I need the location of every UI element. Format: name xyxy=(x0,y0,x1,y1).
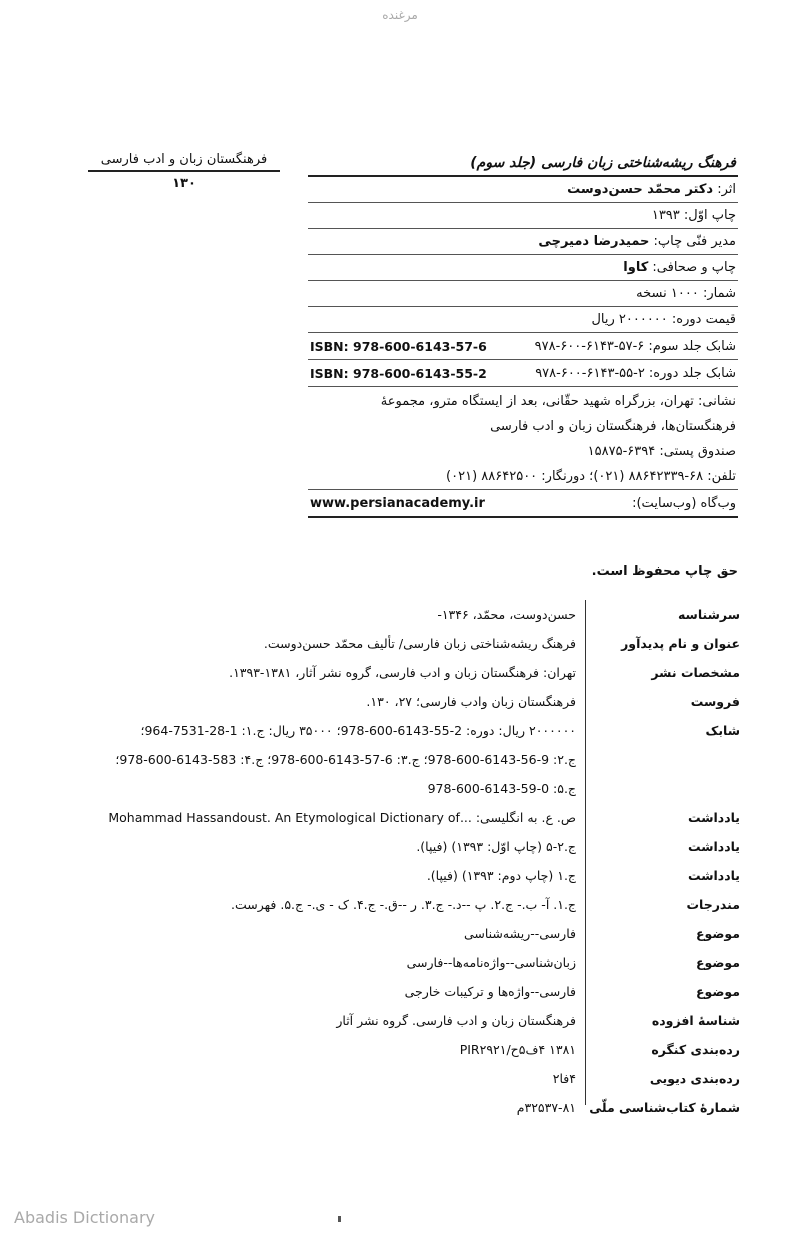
catalog-divider xyxy=(585,600,586,1105)
watermark: Abadis Dictionary xyxy=(14,1208,155,1227)
copyright-notice: حق چاپ محفوظ است. xyxy=(591,564,738,579)
catalog-row xyxy=(90,716,740,745)
top-mark: مرغنده xyxy=(382,8,418,22)
series-box xyxy=(88,152,280,191)
address xyxy=(308,387,738,439)
page-mark xyxy=(338,1216,341,1222)
catalog-label: رده‌بندی کنگره xyxy=(651,1042,740,1057)
catalog-value: فرهنگستان زبان وادب فارسی؛ ۲۷، ۱۳۰. xyxy=(366,694,576,709)
catalog-row xyxy=(90,948,740,977)
catalog-label: رده‌بندی دیویی xyxy=(649,1071,740,1086)
colophon-row-label: قیمت دوره: xyxy=(667,312,736,327)
catalog-value: فرهنگستان زبان و ادب فارسی. گروه نشر آثار xyxy=(336,1013,576,1028)
colophon-row-label: چاپ اوّل: xyxy=(679,208,736,223)
catalog-label: موضوع xyxy=(695,926,740,941)
colophon-row-value: حمیدرضا دمیرچی xyxy=(538,234,650,249)
catalog-value: ۲۰۰۰۰۰۰ ریال: دوره: 2-55-6143-600-978؛ ۳۵۰۰۰ ریال: ج.۱: 1-28-7531-964؛ xyxy=(140,723,576,738)
catalog-label: مشخصات نشر xyxy=(651,665,740,680)
colophon-row xyxy=(308,255,738,281)
catalog-value: فارسی--ریشه‌شناسی xyxy=(463,926,576,941)
catalog-row xyxy=(90,1093,740,1122)
catalog-row xyxy=(90,832,740,861)
colophon-row-value: کاوا xyxy=(623,260,649,275)
colophon-row-label: شمار: xyxy=(698,286,736,301)
catalog-value: ج.۲-۵ (چاپ اوّل: ۱۳۹۳) (فیپا). xyxy=(416,839,576,854)
colophon-row xyxy=(308,177,738,203)
catalog-value: تهران: فرهنگستان زبان و ادب فارسی، گروه نشر آثار، ۱۳۸۱-۱۳۹۳. xyxy=(229,665,576,680)
isbn-row xyxy=(308,360,738,387)
series-name: فرهنگستان زبان و ادب فارسی xyxy=(88,152,280,172)
catalog-value: ۳۲۵۳۷-۸۱م xyxy=(516,1100,576,1115)
catalog-value: فارسی--واژه‌ها و ترکیبات خارجی xyxy=(404,984,576,999)
catalog-value: زبان‌شناسی--واژه‌نامه‌ها--فارسی xyxy=(406,955,576,970)
catalog-label: موضوع xyxy=(695,984,740,999)
catalog-row xyxy=(90,658,740,687)
isbn-persian: شابک جلد دوره: ۲-۵۵-۶۱۴۳-۶۰۰-۹۷۸ xyxy=(535,365,736,381)
catalog-label: شمارهٔ کتاب‌شناسی ملّی xyxy=(589,1100,740,1115)
catalog-label: شناسهٔ افزوده xyxy=(651,1013,740,1028)
catalog-row xyxy=(90,774,740,803)
catalog-row xyxy=(90,890,740,919)
catalog-row xyxy=(90,1006,740,1035)
series-number: ۱۳۰ xyxy=(172,176,196,191)
colophon-row xyxy=(308,307,738,333)
catalog-value: ج.۵: 0-59-6143-600-978 xyxy=(427,781,576,796)
catalog-label: سرشناسه xyxy=(677,607,740,622)
isbn-latin: ISBN: 978-600-6143-57-6 xyxy=(310,338,487,354)
isbn-row xyxy=(308,333,738,360)
catalog-row xyxy=(90,1035,740,1064)
website-label: وب‌گاه (وب‌سایت): xyxy=(632,495,736,511)
catalog-value: ۴فا۲ xyxy=(552,1071,576,1086)
catalog-row xyxy=(90,745,740,774)
phone-fax: تلفن: ۶۸-۸۸۶۴۲۳۳۹ (۰۲۱)؛ دورنگار: ۸۸۶۴۲۵۰۰ (۰۲۱) xyxy=(446,469,736,484)
catalog-value: ص. ع. به انگلیسی: ...Mohammad Hassandoust. An Etymological Dictionary of xyxy=(108,810,576,825)
website-row xyxy=(308,489,738,518)
colophon-row-value: ۱۳۹۳ xyxy=(651,208,680,223)
catalog-value: ج.۱. آ- ب.- ج.۲. پ --د.- ج.۳. ر --ق.- ج.۴. ک - ی.- ج.۵. فهرست. xyxy=(231,897,576,912)
cataloging-in-publication xyxy=(90,600,740,1115)
catalog-row xyxy=(90,803,740,832)
catalog-row xyxy=(90,919,740,948)
colophon-row-value: دکتر محمّد حسن‌دوست xyxy=(567,182,714,197)
po-box: صندوق پستی: ۶۳۹۴-۱۵۸۷۵ xyxy=(587,444,736,459)
address-line-1: نشانی: تهران، بزرگراه شهید حقّانی، بعد از ایستگاه مترو، مجموعهٔ xyxy=(380,394,736,409)
catalog-value: ج.۱ (چاپ دوم: ۱۳۹۳) (فیپا). xyxy=(426,868,576,883)
catalog-rows xyxy=(90,600,740,1122)
catalog-value: ۱۳۸۱ ۴ف۵ح/PIR۲۹۲۱ xyxy=(459,1042,576,1057)
colophon xyxy=(308,153,738,518)
colophon-row-value: ۱۰۰۰ نسخه xyxy=(636,286,699,301)
catalog-label: یادداشت xyxy=(687,839,740,854)
catalog-value: ج.۲: 9-56-6143-600-978؛ ج.۳: 6-57-6143-600-978؛ ج.۴: 583-6143-600-978؛ xyxy=(115,752,576,767)
catalog-row xyxy=(90,600,740,629)
catalog-value: حسن‌دوست، محمّد، ۱۳۴۶- xyxy=(437,607,576,622)
catalog-row xyxy=(90,861,740,890)
colophon-row-label: مدیر فنّی چاپ: xyxy=(649,234,736,249)
isbn-latin: ISBN: 978-600-6143-55-2 xyxy=(310,365,487,381)
book-title: فرهنگ ریشه‌شناختی زبان فارسی (جلد سوم) xyxy=(308,153,738,177)
catalog-value: فرهنگ ریشه‌شناختی زبان فارسی/ تألیف محمّد حسن‌دوست. xyxy=(263,636,576,651)
catalog-label: یادداشت xyxy=(687,868,740,883)
isbn-rows xyxy=(308,333,738,387)
catalog-label: عنوان و نام پدیدآور xyxy=(621,636,740,651)
colophon-rows xyxy=(308,177,738,333)
colophon-row xyxy=(308,281,738,307)
catalog-row xyxy=(90,629,740,658)
catalog-row xyxy=(90,687,740,716)
colophon-row xyxy=(308,229,738,255)
catalog-label: فروست xyxy=(690,694,740,709)
isbn-persian: شابک جلد سوم: ۶-۵۷-۶۱۴۳-۶۰۰-۹۷۸ xyxy=(534,338,736,354)
colophon-row-label: چاپ و صحافی: xyxy=(648,260,736,275)
colophon-row-value: ۲۰۰۰۰۰۰ ریال xyxy=(591,312,668,327)
catalog-label: موضوع xyxy=(695,955,740,970)
address-line-2: فرهنگستان‌ها، فرهنگستان زبان و ادب فارسی xyxy=(490,419,736,434)
catalog-row xyxy=(90,977,740,1006)
catalog-label: شابک xyxy=(705,723,740,738)
catalog-label: مندرجات xyxy=(686,897,740,912)
catalog-label: یادداشت xyxy=(687,810,740,825)
colophon-row-label: اثر: xyxy=(713,182,736,197)
catalog-row xyxy=(90,1064,740,1093)
website-url[interactable]: www.persianacademy.ir xyxy=(310,495,485,511)
colophon-row xyxy=(308,203,738,229)
